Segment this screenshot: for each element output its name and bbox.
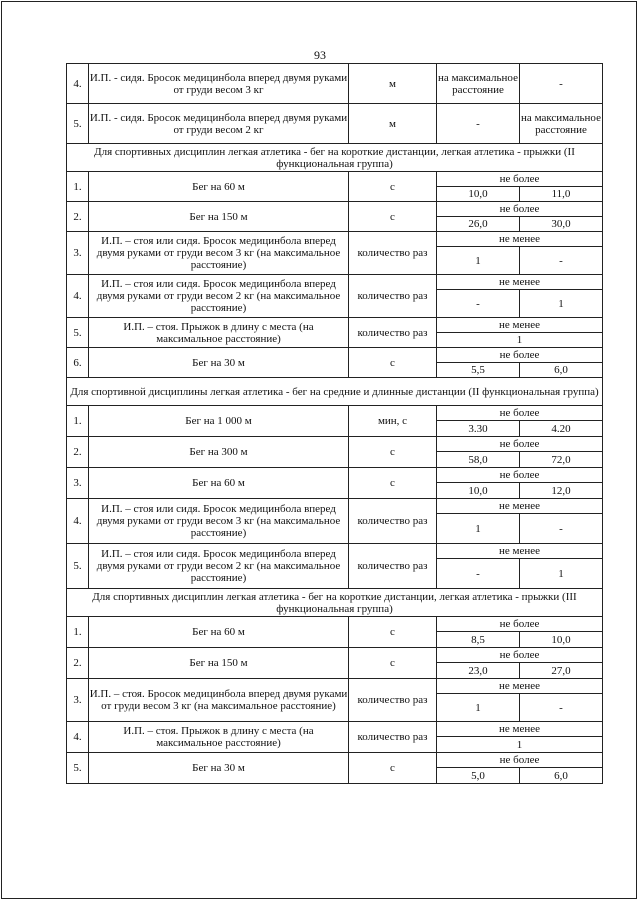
unit-cell: количество раз [349,499,437,544]
row-number: 5. [67,104,89,144]
exercise-name: И.П. - сидя. Бросок медицинбола вперед двумя руками от груди весом 3 кг [89,64,349,104]
row-number: 1. [67,172,89,202]
exercise-name: Бег на 30 м [89,753,349,784]
value-cell: 6,0 [520,768,603,784]
criterion-cell: не менее [437,275,603,290]
section-row [67,378,603,406]
row-number: 4. [67,722,89,753]
row-number: 2. [67,648,89,679]
value-cell: - [520,64,603,104]
value-cell: 8,5 [437,632,520,648]
unit-cell: количество раз [349,679,437,722]
criterion-cell: не более [437,172,603,187]
unit-cell: количество раз [349,544,437,589]
table-row [67,722,603,737]
value-cell: 12,0 [520,483,603,499]
table-row [67,348,603,363]
criterion-cell: не более [437,406,603,421]
row-number: 4. [67,499,89,544]
value-cell: - [520,514,603,544]
value-cell: 3.30 [437,421,520,437]
exercise-name: Бег на 60 м [89,468,349,499]
table-row [67,232,603,247]
row-number: 2. [67,202,89,232]
row-number: 1. [67,617,89,648]
row-number: 4. [67,64,89,104]
value-cell: 1 [437,333,603,348]
table-row [67,753,603,768]
exercise-name: Бег на 150 м [89,202,349,232]
criterion-cell: не более [437,753,603,768]
unit-cell: количество раз [349,232,437,275]
unit-cell: с [349,753,437,784]
section-title: Для спортивной дисциплины легкая атлетика - бег на средние и длинные дистанции (II функциональная группа) [67,378,603,406]
unit-cell: с [349,437,437,468]
exercise-name: Бег на 150 м [89,648,349,679]
value-cell: 10,0 [437,483,520,499]
row-number: 3. [67,468,89,499]
value-cell: 1 [520,559,603,589]
value-cell: 58,0 [437,452,520,468]
value-cell: 1 [437,247,520,275]
page-number: 93 [314,48,326,62]
standards-table [66,63,603,784]
value-cell: на максимальное расстояние [520,104,603,144]
value-cell: на максимальное расстояние [437,64,520,104]
table-row [67,468,603,483]
value-cell: 30,0 [520,217,603,232]
section-title: Для спортивных дисциплин легкая атлетика - бег на короткие дистанции, легкая атлетика - прыжки (III функциональная группа) [67,589,603,617]
value-cell: 1 [520,290,603,318]
row-number: 5. [67,544,89,589]
value-cell: - [437,290,520,318]
table-row [67,648,603,663]
unit-cell: с [349,648,437,679]
unit-cell: с [349,172,437,202]
section-row [67,144,603,172]
exercise-name: И.П. – стоя. Прыжок в длину с места (на максимальное расстояние) [89,722,349,753]
unit-cell: с [349,202,437,232]
value-cell: - [437,104,520,144]
value-cell: 5,5 [437,363,520,378]
exercise-name: И.П. – стоя или сидя. Бросок медицинбола вперед двумя руками от груди весом 2 кг (на максимальное расстояние) [89,275,349,318]
unit-cell: с [349,468,437,499]
value-cell: - [520,694,603,722]
row-number: 5. [67,318,89,348]
exercise-name: Бег на 60 м [89,617,349,648]
value-cell: 23,0 [437,663,520,679]
criterion-cell: не более [437,468,603,483]
exercise-name: И.П. – стоя или сидя. Бросок медицинбола вперед двумя руками от груди весом 2 кг (на максимальное расстояние) [89,544,349,589]
exercise-name: И.П. – стоя или сидя. Бросок медицинбола вперед двумя руками от груди весом 3 кг (на максимальное расстояние) [89,232,349,275]
criterion-cell: не менее [437,722,603,737]
table-row [67,437,603,452]
section-row [67,589,603,617]
criterion-cell: не более [437,437,603,452]
value-cell: 72,0 [520,452,603,468]
exercise-name: И.П. – стоя. Бросок медицинбола вперед двумя руками от груди весом 3 кг (на максимальное расстояние) [89,679,349,722]
unit-cell: количество раз [349,722,437,753]
unit-cell: количество раз [349,275,437,318]
criterion-cell: не менее [437,679,603,694]
standards-table-body [67,64,603,784]
criterion-cell: не менее [437,499,603,514]
table-row [67,64,603,104]
exercise-name: И.П. – стоя или сидя. Бросок медицинбола вперед двумя руками от груди весом 3 кг (на максимальное расстояние) [89,499,349,544]
table-row [67,406,603,421]
section-title: Для спортивных дисциплин легкая атлетика - бег на короткие дистанции, легкая атлетика - прыжки (II функциональная группа) [67,144,603,172]
exercise-name: И.П. - сидя. Бросок медицинбола вперед двумя руками от груди весом 2 кг [89,104,349,144]
row-number: 1. [67,406,89,437]
value-cell: - [520,247,603,275]
criterion-cell: не более [437,648,603,663]
unit-cell: количество раз [349,318,437,348]
unit-cell: мин, с [349,406,437,437]
value-cell: 6,0 [520,363,603,378]
exercise-name: Бег на 60 м [89,172,349,202]
criterion-cell: не менее [437,318,603,333]
row-number: 3. [67,679,89,722]
row-number: 4. [67,275,89,318]
table-row [67,544,603,559]
exercise-name: И.П. – стоя. Прыжок в длину с места (на максимальное расстояние) [89,318,349,348]
row-number: 3. [67,232,89,275]
table-row [67,679,603,694]
table-row [67,104,603,144]
value-cell: 27,0 [520,663,603,679]
value-cell: 10,0 [437,187,520,202]
value-cell: 1 [437,514,520,544]
value-cell: 4.20 [520,421,603,437]
unit-cell: м [349,64,437,104]
value-cell: 11,0 [520,187,603,202]
unit-cell: с [349,617,437,648]
table-row [67,318,603,333]
row-number: 6. [67,348,89,378]
value-cell: 26,0 [437,217,520,232]
exercise-name: Бег на 1 000 м [89,406,349,437]
exercise-name: Бег на 300 м [89,437,349,468]
table-row [67,499,603,514]
exercise-name: Бег на 30 м [89,348,349,378]
row-number: 2. [67,437,89,468]
row-number: 5. [67,753,89,784]
value-cell: 10,0 [520,632,603,648]
unit-cell: с [349,348,437,378]
table-row [67,617,603,632]
table-row [67,275,603,290]
table-row [67,202,603,217]
criterion-cell: не более [437,348,603,363]
value-cell: 5,0 [437,768,520,784]
criterion-cell: не менее [437,232,603,247]
criterion-cell: не более [437,617,603,632]
value-cell: - [437,559,520,589]
value-cell: 1 [437,737,603,753]
criterion-cell: не более [437,202,603,217]
criterion-cell: не менее [437,544,603,559]
unit-cell: м [349,104,437,144]
table-row [67,172,603,187]
value-cell: 1 [437,694,520,722]
